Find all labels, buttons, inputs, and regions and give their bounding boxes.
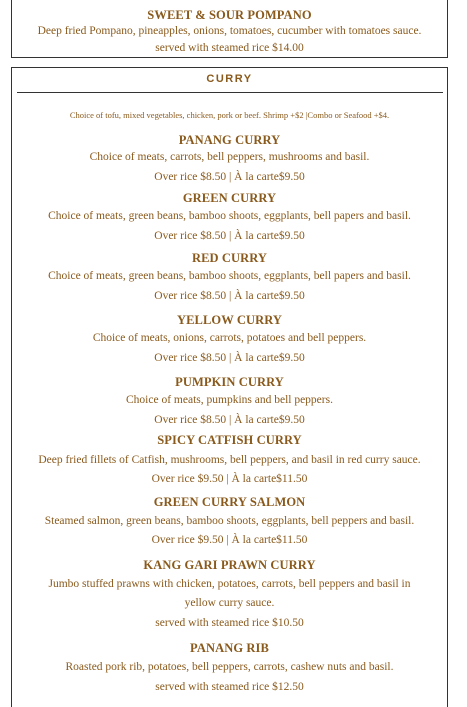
item-title-panang-rib: PANANG RIB [190,641,269,655]
item-description-panang-rib: Roasted pork rib, potatoes, bell peppers, carrots, cashew nuts and basil. [65,661,394,673]
item-description-panang-curry: Choice of meats, carrots, bell peppers, mushrooms and basil. [89,151,370,163]
item-title-kang-gari-prawn-curry: KANG GARI PRAWN CURRY [143,558,316,572]
item-description-kang-gari-prawn-curry-line1: Jumbo stuffed prawns with chicken, potatoes, carrots, bell peppers and basil in [48,578,411,590]
item-description-green-curry-salmon: Steamed salmon, green beans, bamboo shoots, eggplants, bell peppers and basil. [44,515,415,527]
item-description-yellow-curry: Choice of meats, onions, carrots, potatoes and bell peppers. [92,332,367,344]
item-title-pumpkin-curry: PUMPKIN CURRY [175,375,284,389]
item-title-green-curry: GREEN CURRY [182,191,277,205]
item-description-pumpkin-curry: Choice of meats, pumpkins and bell peppers. [126,394,333,406]
item-price-sweet-sour-pompano: served with steamed rice $14.00 [155,42,304,54]
item-description-green-curry: Choice of meats, green beans, bamboo shoots, eggplants, bell papers and basil. [48,210,411,222]
section-divider [17,92,443,93]
item-description-kang-gari-prawn-curry-line2: yellow curry sauce. [184,597,275,609]
item-price-green-curry: Over rice $8.50 | À la carte$9.50 [154,230,305,242]
item-price-spicy-catfish-curry: Over rice $9.50 | À la carte$11.50 [151,473,308,485]
item-title-green-curry-salmon: GREEN CURRY SALMON [153,495,306,509]
item-price-panang-curry: Over rice $8.50 | À la carte$9.50 [154,171,305,183]
item-price-green-curry-salmon: Over rice $9.50 | À la carte$11.50 [151,534,308,546]
item-price-panang-rib: served with steamed rice $12.50 [155,681,304,693]
item-title-red-curry: RED CURRY [191,251,268,265]
section-note: Choice of tofu, mixed vegetables, chicken, pork or beef. Shrimp +$2 |Combo or Seafood +$4. [69,110,390,120]
item-title-panang-curry: PANANG CURRY [178,133,281,147]
item-price-red-curry: Over rice $8.50 | À la carte$9.50 [154,290,305,302]
item-price-kang-gari-prawn-curry: served with steamed rice $10.50 [155,617,304,629]
item-description-sweet-sour-pompano: Deep fried Pompano, pineapples, onions, tomatoes, cucumber with tomatoes sauce. [37,25,422,37]
item-title-spicy-catfish-curry: SPICY CATFISH CURRY [157,433,302,447]
item-price-pumpkin-curry: Over rice $8.50 | À la carte$9.50 [154,414,305,426]
item-description-red-curry: Choice of meats, green beans, bamboo shoots, eggplants, bell papers and basil. [48,270,411,282]
section-title: CURRY [206,73,253,85]
item-title-sweet-sour-pompano: SWEET & SOUR POMPANO [147,8,312,22]
item-title-yellow-curry: YELLOW CURRY [176,313,283,327]
item-price-yellow-curry: Over rice $8.50 | À la carte$9.50 [154,352,305,364]
item-description-spicy-catfish-curry: Deep fried fillets of Catfish, mushrooms, bell peppers, and basil in red curry sauce. [38,454,421,466]
